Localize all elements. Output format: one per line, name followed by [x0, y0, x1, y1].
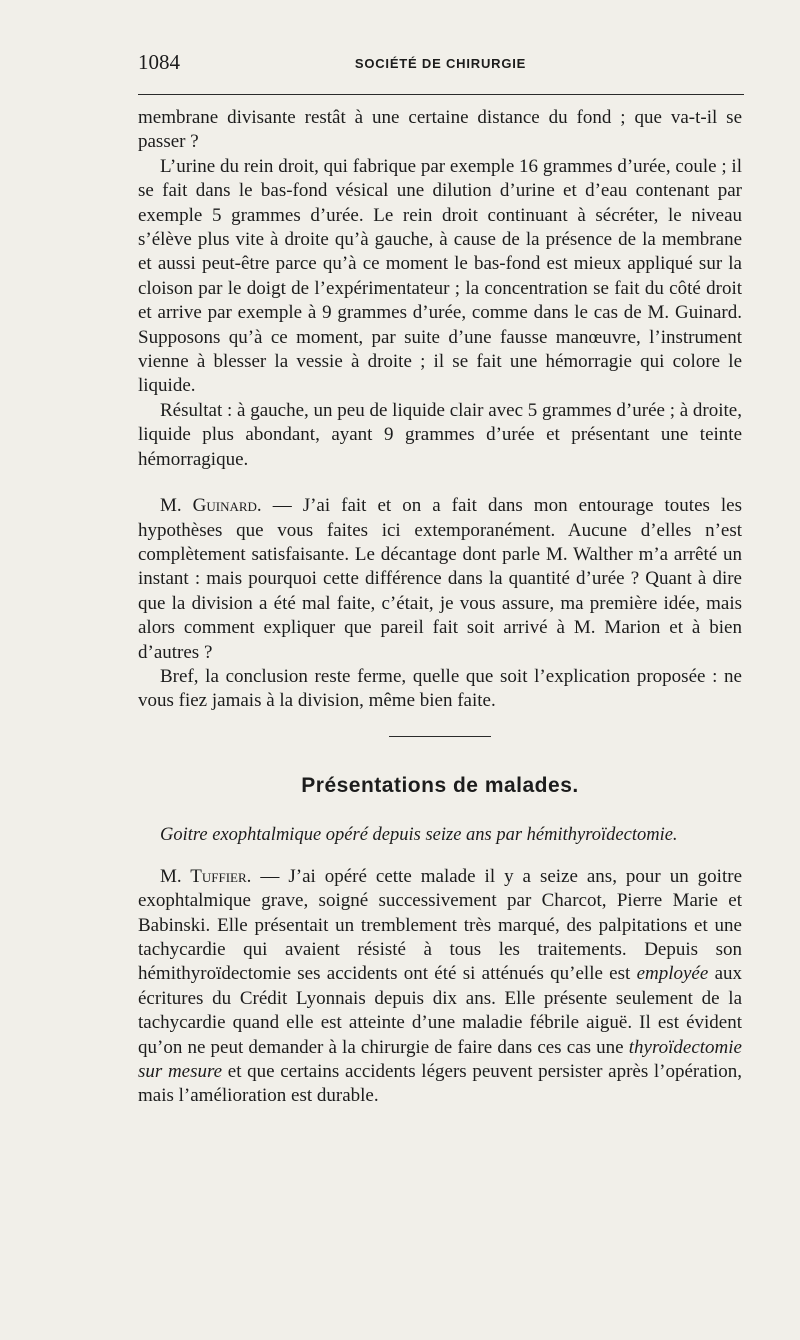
running-head	[138, 50, 743, 80]
paragraph-conclusion: Bref, la conclusion reste ferme, quelle que soit l’explication proposée : ne vous fiez jamais à la division, même bien faite.	[138, 665, 742, 712]
header-rule	[138, 94, 744, 95]
running-title: SOCIÉTÉ DE CHIRURGIE	[354, 56, 527, 71]
tuffier-text-a: — J’ai opéré cette malade il y a seize ans, pour un goitre exophtalmique grave, soigné successivement par Charcot, Pierre Marie et Babinski. Elle présentait un tremblement très marqué, des palpitations et une tachycardie qui avaient résisté à tous les traitements. Depuis son hémithyroïdectomie ses accidents ont été si atténués qu’elle est	[138, 865, 742, 985]
paragraph-tuffier	[138, 865, 742, 1109]
paragraph-guinard	[138, 494, 742, 665]
tuffier-emphasis-thyroidectomie: thyroïdectomie sur mesure	[138, 1036, 742, 1082]
body-text	[138, 106, 742, 1109]
speaker-guinard: M. Guinard.	[160, 495, 262, 517]
paragraph-continuation: membrane divisante restât à une certaine distance du fond ; que va-t-il se passer ?	[138, 107, 742, 153]
section-heading: Présentations de malades.	[301, 773, 579, 797]
tuffier-text-c: et que certains accidents légers peuvent persister après l’opération, mais l’amélioration est durable.	[138, 1061, 742, 1107]
speaker-tuffier: M. Tuffier.	[160, 865, 252, 887]
guinard-text: — J’ai fait et on a fait dans mon entourage toutes les hypothèses que vous faites ici extemporanément. Aucune d’elles n’est complètement satisfaisante. Le décantage dont parle M. Walther m’a arrêté un instant : mais pourquoi cette différence dans la quantité d’urée ? Quant à dire que la division a été mal faite, c’était, je vous assure, ma première idée, mais alors comment expliquer que pareil fait soit arrivé à M. Marion et à bien d’autres ?	[138, 495, 743, 663]
paragraph-result: Résultat : à gauche, un peu de liquide clair avec 5 grammes d’urée ; à droite, liquide plus abondant, ayant 9 grammes d’urée et présentant une teinte hémorragique.	[138, 399, 742, 470]
case-title: Goitre exophtalmique opéré depuis seize ans par hémithyroïdectomie.	[160, 824, 678, 845]
tuffier-emphasis-employee: employée	[636, 963, 709, 985]
tuffier-text-b: aux écritures du Crédit Lyonnais depuis dix ans. Elle présente seulement de la tachycardie quand elle est atteinte d’une maladie fébrile aiguë. Il est évident qu’on ne peut demander à la chirurgie de faire dans ces cas une	[138, 963, 743, 1058]
page-number: 1084	[138, 50, 180, 74]
paragraph-urine: L’urine du rein droit, qui fabrique par exemple 16 grammes d’urée, coule ; il se fait dans le bas-fond vésical une dilution d’urine et d’eau contenant par exemple 5 grammes d’urée. Le rein droit continuant à sécréter, le niveau s’élève plus vite à droite qu’à gauche, à cause de la présence de la membrane et aussi peut-être parce qu’à ce moment le bas-fond est mieux appliqué sur la cloison par le doigt de l’expérimentateur ; la concentration se fait du côté droit et arrive par exemple à 9 grammes d’urée, comme dans le cas de M. Guinard. Supposons qu’à ce moment, par suite d’une fausse manœuvre, l’instrument vienne à blesser la vessie à droite ; il se fait une hémorragie qui colore le liquide.	[138, 155, 742, 397]
